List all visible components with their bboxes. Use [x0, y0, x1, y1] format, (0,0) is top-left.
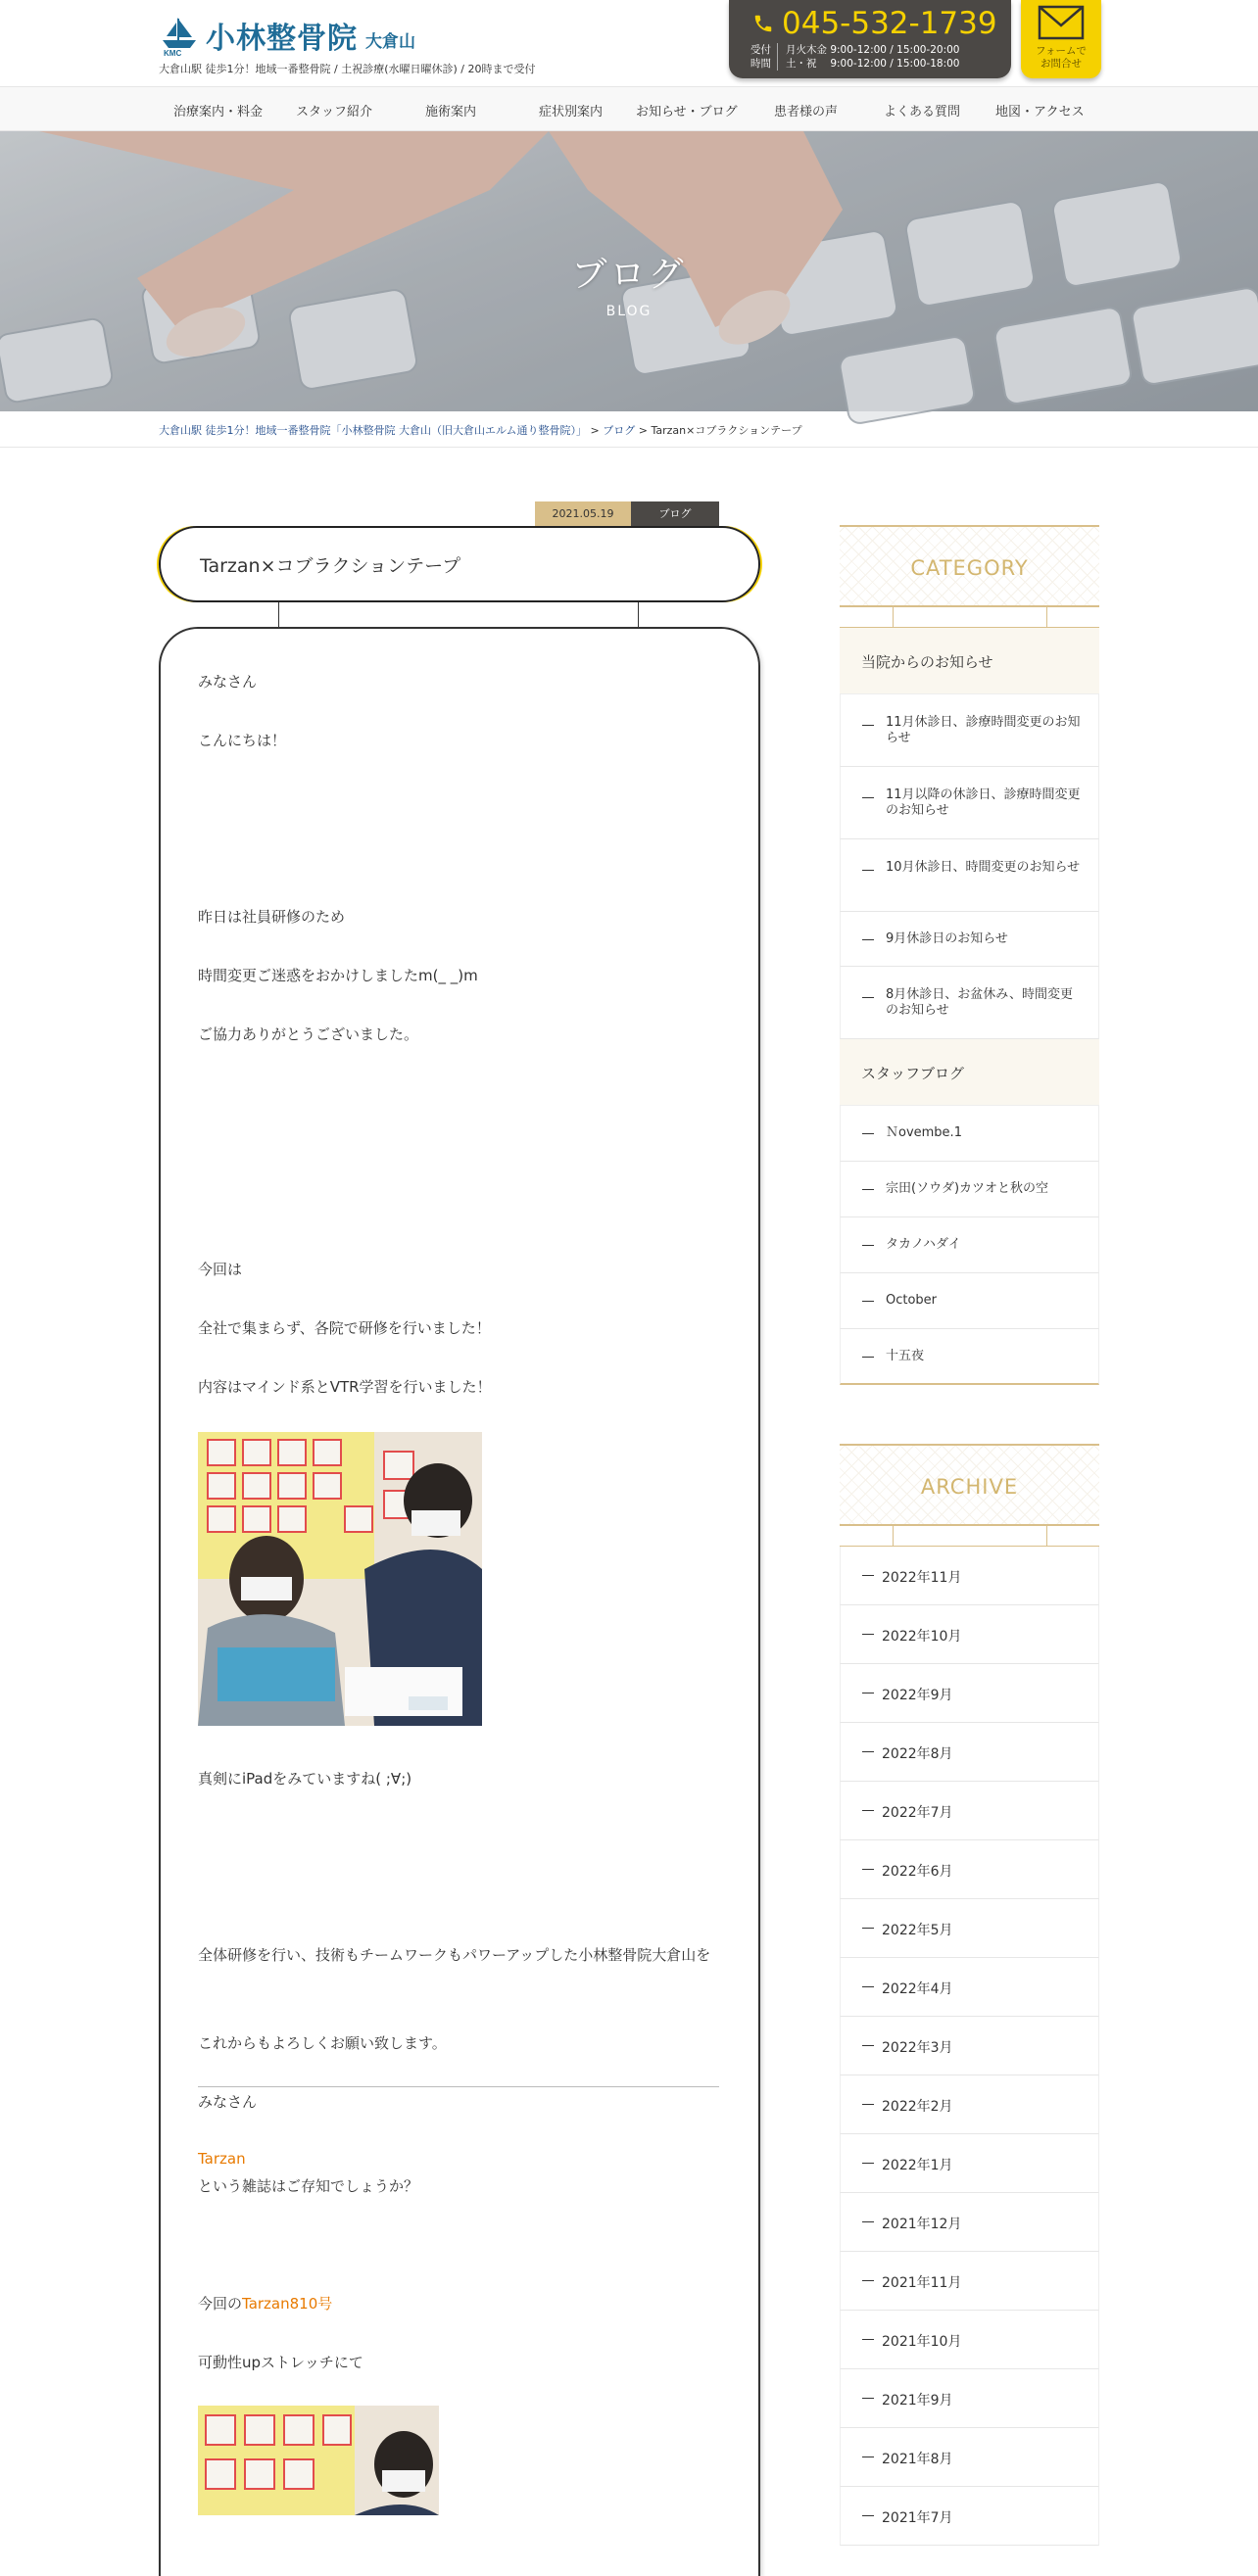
tel-box[interactable]	[729, 0, 1011, 78]
post-paragraph: こんにちは！	[198, 732, 287, 749]
dash-icon	[862, 725, 874, 726]
archive-link[interactable]	[840, 2193, 1099, 2252]
nav-item-procedures[interactable]: 施術案内	[425, 105, 477, 119]
site-header	[0, 0, 1258, 86]
breadcrumb-separator: >	[587, 424, 604, 437]
phone-icon	[752, 13, 774, 34]
dash-icon	[862, 870, 874, 871]
archive-link[interactable]	[840, 2428, 1099, 2487]
category-label: 当院からのお知らせ	[861, 653, 993, 671]
hours-label-2: 時間	[750, 58, 771, 70]
post-link-label: 10月休診日、時間変更のお知らせ	[886, 860, 1081, 875]
sidebar-post-link[interactable]	[840, 1106, 1099, 1162]
archive-link[interactable]	[840, 2252, 1099, 2311]
post-paragraph: 真剣にiPadをみていますね( ;∀;)	[198, 1770, 412, 1788]
archive-link[interactable]	[840, 2369, 1099, 2428]
business-hours	[750, 43, 960, 71]
dash-icon	[862, 1575, 874, 1576]
post-paragraph	[198, 2290, 332, 2317]
dash-icon	[862, 1245, 874, 1246]
dash-icon	[862, 1810, 874, 1811]
post-link-label: 8月休診日、お盆休み、時間変更のお知らせ	[886, 987, 1074, 1018]
dash-icon	[862, 2221, 874, 2222]
archive-label: 2021年10月	[882, 2334, 962, 2350]
archive-label: 2022年8月	[882, 1746, 953, 1762]
archive-label: 2022年6月	[882, 1864, 953, 1880]
header-tagline: 大倉山駅 徒歩1分！地域一番整骨院 / 土祝診療(水曜日曜休診) / 20時まで受付	[159, 63, 536, 75]
dash-icon	[862, 2515, 874, 2516]
title-connector-left	[278, 602, 279, 628]
post-title-box	[159, 526, 760, 602]
archive-link[interactable]	[840, 2487, 1099, 2546]
post-link-label: October	[886, 1293, 938, 1308]
dash-icon	[862, 2104, 874, 2105]
archive-label: 2022年7月	[882, 1805, 953, 1821]
sidebar-post-link[interactable]	[840, 694, 1099, 767]
dash-icon	[862, 2398, 874, 2399]
dash-icon	[862, 997, 874, 998]
dash-icon	[862, 1986, 874, 1987]
post-link-label: 11月休診日、診療時間変更のお知らせ	[886, 715, 1081, 745]
post-paragraph: これからもよろしくお願い致します。	[198, 2034, 447, 2052]
archive-link[interactable]	[840, 2311, 1099, 2369]
breadcrumb-divider	[0, 447, 1258, 448]
dash-icon	[862, 939, 874, 940]
archive-link[interactable]	[840, 2134, 1099, 2193]
hero-title: ブログ	[571, 255, 687, 295]
archive-link[interactable]	[840, 1782, 1099, 1840]
dash-icon	[862, 2280, 874, 2281]
dash-icon	[862, 1869, 874, 1870]
sidebar-post-link[interactable]	[840, 1329, 1099, 1385]
archive-heading: ARCHIVE	[920, 1475, 1019, 1499]
breadcrumb-home-link[interactable]: 大倉山駅 徒歩1分！地域一番整骨院「小林整骨院 大倉山（旧大倉山エルム通り整骨院）」	[159, 424, 588, 437]
sidebar-post-link[interactable]	[840, 1162, 1099, 1217]
post-link-label: 9月休診日のお知らせ	[886, 931, 1008, 946]
post-paragraph: 昨日は社員研修のため	[198, 908, 346, 926]
archive-link[interactable]	[840, 2075, 1099, 2134]
post-category-tag[interactable]: ブログ	[631, 501, 719, 527]
archive-label: 2021年9月	[882, 2393, 953, 2409]
sidebar-post-link[interactable]	[840, 1217, 1099, 1273]
archive-link[interactable]	[840, 1664, 1099, 1723]
archive-label: 2022年4月	[882, 1981, 953, 1997]
archive-label: 2021年12月	[882, 2217, 962, 2232]
paragraph-prefix: 今回の	[198, 2295, 243, 2313]
archive-link[interactable]	[840, 1958, 1099, 2017]
heading-tick	[893, 607, 894, 627]
dash-icon	[862, 1751, 874, 1752]
breadcrumb-blog-link[interactable]: ブログ	[603, 424, 636, 437]
archive-label: 2021年7月	[882, 2510, 953, 2526]
logo-subtitle: 大倉山	[365, 31, 415, 52]
tel-number[interactable]	[752, 6, 997, 41]
hero-banner	[0, 131, 1258, 411]
category-label: スタッフブログ	[861, 1065, 965, 1082]
dash-icon	[862, 2163, 874, 2164]
ship-icon	[159, 15, 200, 56]
category-heading: CATEGORY	[910, 556, 1029, 580]
post-link-label: 11月以降の休診日、診療時間変更のお知らせ	[886, 787, 1081, 818]
training-photo-image	[198, 1432, 482, 1726]
post-link-label: 十五夜	[886, 1349, 925, 1363]
sidebar-post-link[interactable]	[840, 967, 1099, 1039]
post-photo-training	[198, 1432, 482, 1726]
post-link-label: Ｎovembe.1	[886, 1125, 962, 1140]
post-link-label: タカノハダイ	[886, 1237, 961, 1252]
post-link-label: 宗田(ソウダ)カツオと秋の空	[886, 1181, 1049, 1196]
sidebar-category-staff-blog[interactable]	[840, 1039, 1099, 1106]
archive-label: 2022年3月	[882, 2040, 953, 2056]
logo-title: 小林整骨院	[206, 22, 358, 56]
archive-label: 2022年1月	[882, 2158, 953, 2173]
breadcrumb-separator: >	[635, 424, 652, 437]
post-paragraph: みなさん	[198, 2093, 258, 2111]
nav-item-news-blog[interactable]: お知らせ・ブログ	[636, 105, 738, 119]
archive-heading-box	[840, 1444, 1099, 1526]
mail-icon	[1037, 4, 1086, 41]
heading-tick	[1046, 1526, 1047, 1546]
archive-link[interactable]	[840, 1605, 1099, 1664]
stretch-photo-image	[198, 2406, 439, 2515]
archive-label: 2021年8月	[882, 2452, 953, 2467]
post-paragraph: 時間変更ご迷惑をおかけしましたm(_ _)m	[198, 967, 478, 984]
archive-link[interactable]	[840, 1547, 1099, 1605]
nav-item-access[interactable]: 地図・アクセス	[995, 105, 1085, 119]
archive-link[interactable]	[840, 1899, 1099, 1958]
logo-mark-text: KMC	[164, 49, 182, 58]
tarzan-link[interactable]: Tarzan	[198, 2150, 246, 2168]
hours-weekday: 月火木金 9:00-12:00 / 15:00-20:00	[786, 44, 960, 56]
post-paragraph: という雑誌はご存知でしょうか？	[198, 2177, 419, 2195]
heading-tick	[1046, 607, 1047, 627]
post-paragraph: 全体研修を行い、技術もチームワークもパワーアップした小林整骨院大倉山を	[198, 1946, 711, 1964]
archive-label: 2022年5月	[882, 1923, 953, 1938]
post-paragraph: 今回は	[198, 1261, 243, 1278]
post-paragraph: 可動性upストレッチにて	[198, 2354, 363, 2371]
post-paragraph: 内容はマインド系とVTR学習を行いました！	[198, 1378, 492, 1396]
content-divider	[198, 2086, 719, 2087]
sidebar-post-link[interactable]	[840, 839, 1099, 912]
archive-link[interactable]	[840, 1723, 1099, 1782]
nav-item-voices[interactable]: 患者様の声	[774, 105, 839, 119]
archive-link[interactable]	[840, 2017, 1099, 2075]
hero-subtitle: BLOG	[605, 304, 653, 319]
hours-label-1: 受付	[750, 44, 771, 56]
post-paragraph: ご協力ありがとうございました。	[198, 1026, 419, 1043]
post-date: 2021.05.19	[535, 501, 631, 527]
nav-item-staff[interactable]: スタッフ紹介	[296, 105, 373, 119]
sidebar-post-link[interactable]	[840, 767, 1099, 839]
sidebar-post-link[interactable]	[840, 1273, 1099, 1329]
contact-form-button[interactable]	[1021, 0, 1101, 78]
dash-icon	[862, 797, 874, 798]
dash-icon	[862, 1189, 874, 1190]
tarzan-issue-link[interactable]: Tarzan810号	[242, 2295, 333, 2313]
nav-item-faq[interactable]: よくある質問	[884, 105, 961, 119]
archive-label: 2022年10月	[882, 1629, 962, 1645]
breadcrumb	[159, 422, 802, 438]
tel-text: 045-532-1739	[782, 6, 997, 41]
archive-label: 2021年11月	[882, 2275, 962, 2291]
nav-item-symptoms[interactable]: 症状別案内	[539, 105, 604, 119]
dash-icon	[862, 1928, 874, 1929]
archive-label: 2022年11月	[882, 1570, 962, 1586]
post-photo-stretch	[198, 2406, 439, 2515]
archive-label: 2022年9月	[882, 1688, 953, 1703]
form-label-2: お問合せ	[1040, 58, 1082, 70]
heading-tick	[893, 1526, 894, 1546]
breadcrumb-current: Tarzan×コブラクションテープ	[651, 424, 802, 437]
site-logo[interactable]	[159, 14, 415, 57]
dash-icon	[862, 1301, 874, 1302]
category-heading-box	[840, 525, 1099, 607]
dash-icon	[862, 1133, 874, 1134]
post-paragraph: みなさん	[198, 673, 258, 691]
post-title: Tarzan×コブラクションテープ	[200, 555, 461, 577]
title-connector-right	[638, 602, 639, 628]
global-nav	[0, 86, 1258, 131]
archive-link[interactable]	[840, 1840, 1099, 1899]
nav-item-treatment[interactable]: 治療案内・料金	[173, 105, 264, 119]
sidebar-category-notice[interactable]	[840, 628, 1099, 694]
dash-icon	[862, 1357, 874, 1358]
dash-icon	[862, 2339, 874, 2340]
sidebar-post-link[interactable]	[840, 912, 1099, 967]
dash-icon	[862, 2045, 874, 2046]
dash-icon	[862, 1634, 874, 1635]
archive-label: 2022年2月	[882, 2099, 953, 2115]
form-label-1: フォームで	[1036, 45, 1087, 57]
hours-weekend: 土・祝 9:00-12:00 / 15:00-18:00	[786, 58, 960, 70]
post-paragraph: 全社で集まらず、各院で研修を行いました！	[198, 1319, 491, 1337]
